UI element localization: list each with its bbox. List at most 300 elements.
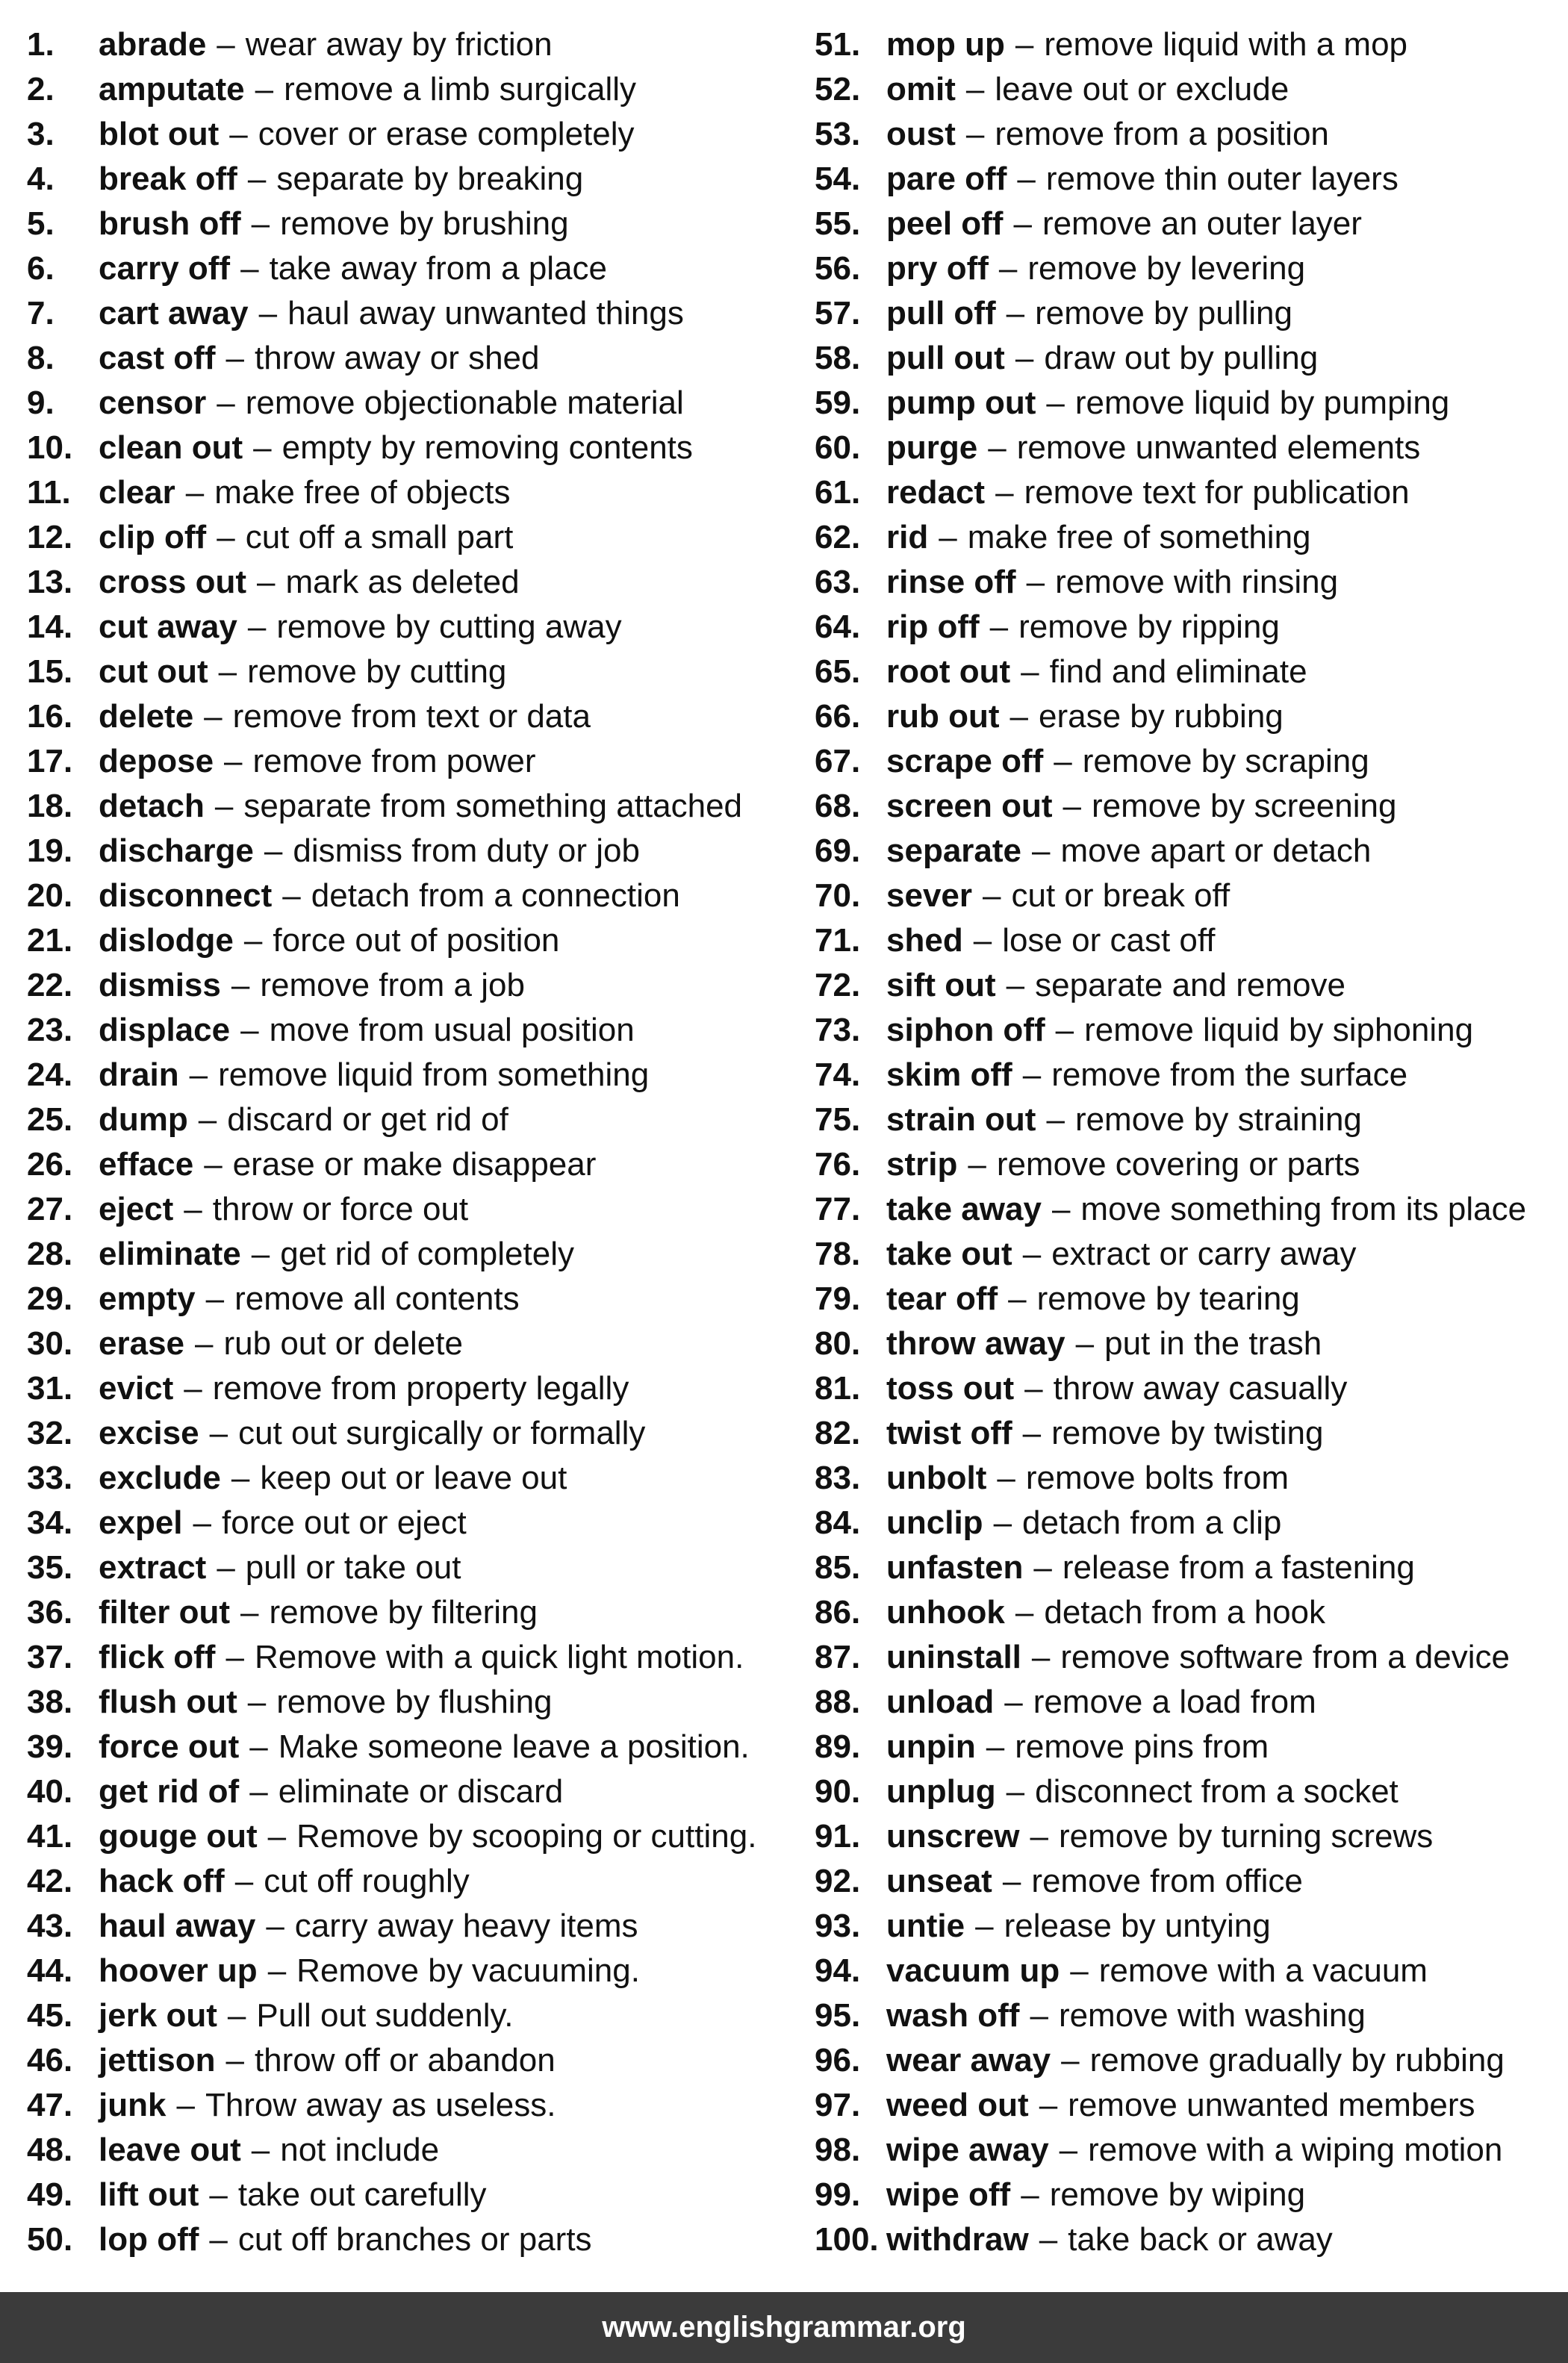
- item-term: filter out: [99, 1594, 230, 1631]
- item-definition: take back or away: [1068, 2221, 1333, 2258]
- item-term: skim off: [886, 1056, 1012, 1093]
- item-number: 33.: [27, 1460, 73, 1496]
- item-separator: –: [264, 832, 283, 869]
- item-number: 64.: [815, 608, 861, 645]
- list-item: [815, 829, 1565, 874]
- item-separator: –: [184, 1370, 202, 1407]
- list-item: [815, 1098, 1565, 1142]
- item-term: wear away: [886, 2042, 1051, 2079]
- list-item: [27, 694, 781, 739]
- item-number: 42.: [27, 1863, 73, 1899]
- list-item: [815, 515, 1565, 560]
- item-term: purge: [886, 429, 978, 466]
- item-separator: –: [249, 1728, 268, 1765]
- item-number: 9.: [27, 385, 55, 421]
- item-definition: Make someone leave a position.: [278, 1728, 750, 1765]
- item-separator: –: [1030, 1818, 1048, 1855]
- item-definition: remove liquid by pumping: [1074, 385, 1450, 421]
- item-term: omit: [886, 71, 956, 108]
- item-separator: –: [257, 564, 276, 600]
- item-definition: Remove by scooping or cutting.: [296, 1818, 757, 1855]
- item-term: wipe off: [886, 2176, 1011, 2213]
- item-number: 60.: [815, 429, 861, 466]
- item-separator: –: [247, 608, 267, 645]
- item-term: throw away: [886, 1325, 1065, 1362]
- item-number: 11.: [27, 474, 71, 511]
- item-definition: remove by ripping: [1018, 608, 1280, 645]
- item-separator: –: [1015, 1594, 1034, 1631]
- list-item: [27, 1456, 781, 1501]
- item-number: 12.: [27, 519, 73, 555]
- item-separator: –: [1006, 967, 1025, 1003]
- item-separator: –: [1022, 1056, 1042, 1093]
- item-definition: remove pins from: [1015, 1728, 1269, 1765]
- item-number: 16.: [27, 698, 73, 735]
- item-definition: remove from a position: [995, 116, 1329, 152]
- item-term: evict: [99, 1370, 174, 1407]
- item-separator: –: [189, 1056, 208, 1093]
- list-item: [815, 112, 1565, 157]
- item-number: 78.: [815, 1236, 861, 1272]
- item-term: redact: [886, 474, 986, 511]
- item-term: clean out: [99, 429, 243, 466]
- list-item: [815, 1859, 1565, 1904]
- item-definition: leave out or exclude: [995, 71, 1289, 108]
- list-item: [27, 1769, 781, 1814]
- list-item: [815, 963, 1565, 1008]
- item-definition: remove by twisting: [1051, 1415, 1324, 1451]
- list-item: [27, 112, 781, 157]
- item-definition: remove from text or data: [232, 698, 591, 735]
- item-term: wipe away: [886, 2132, 1049, 2168]
- item-number: 83.: [815, 1460, 861, 1496]
- item-term: haul away: [99, 1908, 256, 1944]
- list-item: [815, 650, 1565, 694]
- item-term: break off: [99, 161, 237, 197]
- item-number: 46.: [27, 2042, 73, 2079]
- item-separator: –: [1013, 205, 1032, 242]
- list-item: [27, 918, 781, 963]
- list-item: [27, 2173, 781, 2217]
- item-term: leave out: [99, 2132, 241, 2168]
- item-term: excise: [99, 1415, 199, 1451]
- item-term: toss out: [886, 1370, 1015, 1407]
- item-separator: –: [224, 743, 243, 779]
- item-separator: –: [204, 698, 223, 735]
- item-definition: Pull out suddenly.: [256, 1997, 514, 2034]
- word-list-left-column: [27, 22, 781, 2262]
- item-term: clip off: [99, 519, 207, 555]
- item-number: 72.: [815, 967, 861, 1003]
- item-separator: –: [217, 26, 235, 63]
- item-number: 55.: [815, 205, 861, 242]
- item-definition: remove covering or parts: [996, 1146, 1360, 1183]
- item-number: 56.: [815, 250, 861, 287]
- item-term: detach: [99, 788, 205, 824]
- item-separator: –: [1006, 295, 1025, 331]
- item-definition: cut off a small part: [245, 519, 514, 555]
- item-separator: –: [1015, 26, 1034, 63]
- item-number: 98.: [815, 2132, 861, 2168]
- item-term: pump out: [886, 385, 1036, 421]
- item-separator: –: [1030, 1997, 1048, 2034]
- item-definition: Remove with a quick light motion.: [254, 1639, 744, 1675]
- list-item: [815, 1635, 1565, 1680]
- item-term: cart away: [99, 295, 249, 331]
- item-separator: –: [1046, 385, 1065, 421]
- list-item: [27, 1859, 781, 1904]
- item-term: screen out: [886, 788, 1053, 824]
- item-separator: –: [231, 967, 250, 1003]
- item-separator: –: [267, 1952, 287, 1989]
- item-term: depose: [99, 743, 214, 779]
- item-number: 97.: [815, 2087, 861, 2123]
- item-number: 89.: [815, 1728, 861, 1765]
- item-separator: –: [240, 1594, 259, 1631]
- item-definition: remove a limb surgically: [284, 71, 637, 108]
- item-definition: wear away by friction: [245, 26, 553, 63]
- item-separator: –: [993, 1504, 1012, 1541]
- item-definition: disconnect from a socket: [1035, 1773, 1399, 1810]
- item-definition: discard or get rid of: [227, 1101, 508, 1138]
- item-separator: –: [1015, 340, 1034, 376]
- list-item: [27, 381, 781, 426]
- item-separator: –: [227, 1997, 246, 2034]
- item-separator: –: [1032, 832, 1051, 869]
- item-number: 4.: [27, 161, 55, 197]
- list-item: [27, 470, 781, 515]
- list-item: [27, 202, 781, 246]
- list-item: [815, 246, 1565, 291]
- item-separator: –: [1021, 653, 1039, 690]
- list-item: [27, 1053, 781, 1098]
- item-term: blot out: [99, 116, 220, 152]
- item-term: root out: [886, 653, 1011, 690]
- list-item: [27, 605, 781, 650]
- item-term: mop up: [886, 26, 1005, 63]
- footer-website: www.englishgrammar.org: [602, 2311, 966, 2344]
- item-term: weed out: [886, 2087, 1029, 2123]
- item-separator: –: [209, 1415, 228, 1451]
- item-definition: Throw away as useless.: [205, 2087, 556, 2123]
- item-term: unpin: [886, 1728, 976, 1765]
- item-term: jerk out: [99, 1997, 217, 2034]
- list-item: [815, 426, 1565, 470]
- item-definition: force out or eject: [222, 1504, 467, 1541]
- item-term: exclude: [99, 1460, 221, 1496]
- list-item: [815, 1904, 1565, 1949]
- item-term: flick off: [99, 1639, 216, 1675]
- item-separator: –: [983, 877, 1001, 914]
- item-separator: –: [253, 429, 272, 466]
- item-number: 81.: [815, 1370, 861, 1407]
- item-definition: remove objectionable material: [245, 385, 684, 421]
- item-term: brush off: [99, 205, 241, 242]
- item-separator: –: [251, 2132, 270, 2168]
- item-separator: –: [1024, 1370, 1043, 1407]
- item-term: lift out: [99, 2176, 199, 2213]
- item-separator: –: [1054, 743, 1072, 779]
- list-item: [27, 1680, 781, 1725]
- list-item: [27, 1232, 781, 1277]
- item-term: sift out: [886, 967, 996, 1003]
- item-separator: –: [217, 385, 235, 421]
- item-separator: –: [939, 519, 957, 555]
- item-definition: detach from a clip: [1022, 1504, 1282, 1541]
- item-number: 25.: [27, 1101, 73, 1138]
- item-separator: –: [209, 2221, 228, 2258]
- item-separator: –: [1075, 1325, 1095, 1362]
- item-separator: –: [973, 922, 992, 959]
- item-separator: –: [255, 71, 274, 108]
- item-definition: dismiss from duty or job: [293, 832, 640, 869]
- list-item: [27, 1725, 781, 1769]
- item-term: unfasten: [886, 1549, 1024, 1586]
- item-separator: –: [184, 1191, 202, 1227]
- item-definition: take away from a place: [269, 250, 608, 287]
- item-separator: –: [1021, 2176, 1039, 2213]
- item-number: 48.: [27, 2132, 73, 2168]
- list-item: [27, 67, 781, 112]
- item-term: clear: [99, 474, 175, 511]
- item-term: take out: [886, 1236, 1012, 1272]
- item-term: censor: [99, 385, 207, 421]
- item-number: 35.: [27, 1549, 73, 1586]
- item-separator: –: [988, 429, 1007, 466]
- list-item: [815, 1142, 1565, 1187]
- item-definition: separate and remove: [1035, 967, 1345, 1003]
- item-separator: –: [282, 877, 301, 914]
- item-term: expel: [99, 1504, 183, 1541]
- item-term: hoover up: [99, 1952, 258, 1989]
- list-item: [815, 470, 1565, 515]
- item-definition: throw or force out: [212, 1191, 469, 1227]
- item-term: eliminate: [99, 1236, 241, 1272]
- item-definition: get rid of completely: [280, 1236, 574, 1272]
- list-item: [27, 1590, 781, 1635]
- item-definition: empty by removing contents: [281, 429, 693, 466]
- item-separator: –: [965, 116, 985, 152]
- item-number: 51.: [815, 26, 861, 63]
- list-item: [815, 1456, 1565, 1501]
- item-number: 39.: [27, 1728, 73, 1765]
- item-separator: –: [998, 250, 1018, 287]
- item-definition: rub out or delete: [223, 1325, 463, 1362]
- item-number: 99.: [815, 2176, 861, 2213]
- item-term: oust: [886, 116, 956, 152]
- list-item: [815, 381, 1565, 426]
- item-term: cross out: [99, 564, 247, 600]
- list-item: [815, 1725, 1565, 1769]
- list-item: [815, 784, 1565, 829]
- item-separator: –: [243, 922, 263, 959]
- item-definition: erase by rubbing: [1039, 698, 1284, 735]
- list-item: [27, 2128, 781, 2173]
- list-item: [815, 918, 1565, 963]
- item-number: 15.: [27, 653, 73, 690]
- item-term: vacuum up: [886, 1952, 1060, 1989]
- item-number: 95.: [815, 1997, 861, 2034]
- item-separator: –: [247, 161, 267, 197]
- item-separator: –: [1039, 2087, 1058, 2123]
- item-separator: –: [229, 116, 248, 152]
- list-item: [815, 1590, 1565, 1635]
- item-number: 7.: [27, 295, 55, 331]
- item-separator: –: [1055, 1012, 1074, 1048]
- list-item: [27, 1277, 781, 1321]
- item-number: 44.: [27, 1952, 73, 1989]
- item-separator: –: [247, 1684, 267, 1720]
- list-item: [815, 2217, 1565, 2262]
- list-item: [815, 1232, 1565, 1277]
- item-number: 49.: [27, 2176, 73, 2213]
- list-item: [27, 560, 781, 605]
- item-separator: –: [225, 1639, 244, 1675]
- item-definition: detach from a connection: [311, 877, 680, 914]
- item-definition: remove by turning screws: [1059, 1818, 1434, 1855]
- item-separator: –: [185, 474, 205, 511]
- list-item: [27, 874, 781, 918]
- item-definition: remove by cutting: [247, 653, 507, 690]
- list-item: [27, 1501, 781, 1545]
- item-term: cut out: [99, 653, 208, 690]
- list-item: [815, 67, 1565, 112]
- item-number: 24.: [27, 1056, 73, 1093]
- item-number: 87.: [815, 1639, 861, 1675]
- item-term: pull out: [886, 340, 1005, 376]
- item-separator: –: [209, 2176, 228, 2213]
- item-definition: remove an outer layer: [1042, 205, 1362, 242]
- item-definition: carry away heavy items: [294, 1908, 638, 1944]
- list-item: [815, 2038, 1565, 2083]
- item-number: 3.: [27, 116, 55, 152]
- item-separator: –: [251, 205, 270, 242]
- list-item: [815, 739, 1565, 784]
- item-term: flush out: [99, 1684, 237, 1720]
- item-definition: remove gradually by rubbing: [1089, 2042, 1505, 2079]
- item-definition: move something from its place: [1080, 1191, 1527, 1227]
- item-separator: –: [214, 788, 234, 824]
- list-item: [815, 1008, 1565, 1053]
- item-number: 29.: [27, 1280, 73, 1317]
- item-term: rid: [886, 519, 929, 555]
- item-separator: –: [1017, 161, 1036, 197]
- item-number: 76.: [815, 1146, 861, 1183]
- list-item: [27, 291, 781, 336]
- item-definition: throw off or abandon: [254, 2042, 556, 2079]
- list-item: [815, 1501, 1565, 1545]
- item-term: abrade: [99, 26, 207, 63]
- item-number: 50.: [27, 2221, 73, 2258]
- item-definition: remove liquid from something: [218, 1056, 650, 1093]
- list-item: [27, 246, 781, 291]
- item-term: amputate: [99, 71, 245, 108]
- list-item: [815, 2128, 1565, 2173]
- item-definition: throw away or shed: [254, 340, 540, 376]
- item-definition: remove from the surface: [1051, 1056, 1408, 1093]
- item-separator: –: [1070, 1952, 1089, 1989]
- item-definition: remove unwanted elements: [1016, 429, 1421, 466]
- list-item: [27, 1008, 781, 1053]
- list-item: [815, 1321, 1565, 1366]
- item-number: 69.: [815, 832, 861, 869]
- item-term: rinse off: [886, 564, 1016, 600]
- item-term: rip off: [886, 608, 980, 645]
- item-separator: –: [234, 1863, 254, 1899]
- item-number: 79.: [815, 1280, 861, 1317]
- item-separator: –: [193, 1504, 211, 1541]
- item-term: uninstall: [886, 1639, 1021, 1675]
- list-item: [27, 1187, 781, 1232]
- list-item: [27, 784, 781, 829]
- item-number: 57.: [815, 295, 861, 331]
- list-item: [27, 1098, 781, 1142]
- list-item: [27, 739, 781, 784]
- item-separator: –: [1009, 698, 1028, 735]
- item-separator: –: [965, 71, 985, 108]
- item-term: strip: [886, 1146, 958, 1183]
- item-term: empty: [99, 1280, 196, 1317]
- item-term: force out: [99, 1728, 240, 1765]
- item-separator: –: [1061, 2042, 1080, 2079]
- list-item: [27, 1814, 781, 1859]
- item-separator: –: [251, 1236, 270, 1272]
- list-item: [27, 157, 781, 202]
- item-number: 82.: [815, 1415, 861, 1451]
- item-term: disconnect: [99, 877, 273, 914]
- item-definition: remove by brushing: [280, 205, 569, 242]
- item-number: 59.: [815, 385, 861, 421]
- list-item: [27, 1545, 781, 1590]
- item-number: 74.: [815, 1056, 861, 1093]
- item-term: withdraw: [886, 2221, 1029, 2258]
- item-separator: –: [1039, 2221, 1058, 2258]
- list-item: [815, 874, 1565, 918]
- item-number: 38.: [27, 1684, 73, 1720]
- item-definition: eliminate or discard: [278, 1773, 564, 1810]
- item-term: unplug: [886, 1773, 996, 1810]
- item-separator: –: [986, 1728, 1005, 1765]
- item-term: eject: [99, 1191, 174, 1227]
- list-item: [27, 1321, 781, 1366]
- item-separator: –: [217, 519, 235, 555]
- item-separator: –: [240, 1012, 259, 1048]
- item-separator: –: [204, 1146, 223, 1183]
- item-definition: keep out or leave out: [260, 1460, 567, 1496]
- item-number: 22.: [27, 967, 73, 1003]
- item-number: 43.: [27, 1908, 73, 1944]
- item-number: 1.: [27, 26, 55, 63]
- item-separator: –: [1022, 1236, 1042, 1272]
- list-item: [27, 1411, 781, 1456]
- item-separator: –: [218, 653, 237, 690]
- item-term: carry off: [99, 250, 231, 287]
- list-item: [27, 1904, 781, 1949]
- list-item: [27, 2083, 781, 2128]
- list-item: [27, 1993, 781, 2038]
- list-item: [815, 291, 1565, 336]
- item-term: wash off: [886, 1997, 1020, 2034]
- item-number: 67.: [815, 743, 861, 779]
- list-item: [27, 1635, 781, 1680]
- item-separator: –: [176, 2087, 195, 2123]
- item-definition: cut off branches or parts: [237, 2221, 592, 2258]
- item-number: 84.: [815, 1504, 861, 1541]
- item-separator: –: [1002, 1863, 1021, 1899]
- list-item: [815, 1545, 1565, 1590]
- item-definition: cut out surgically or formally: [238, 1415, 646, 1451]
- item-number: 90.: [815, 1773, 861, 1810]
